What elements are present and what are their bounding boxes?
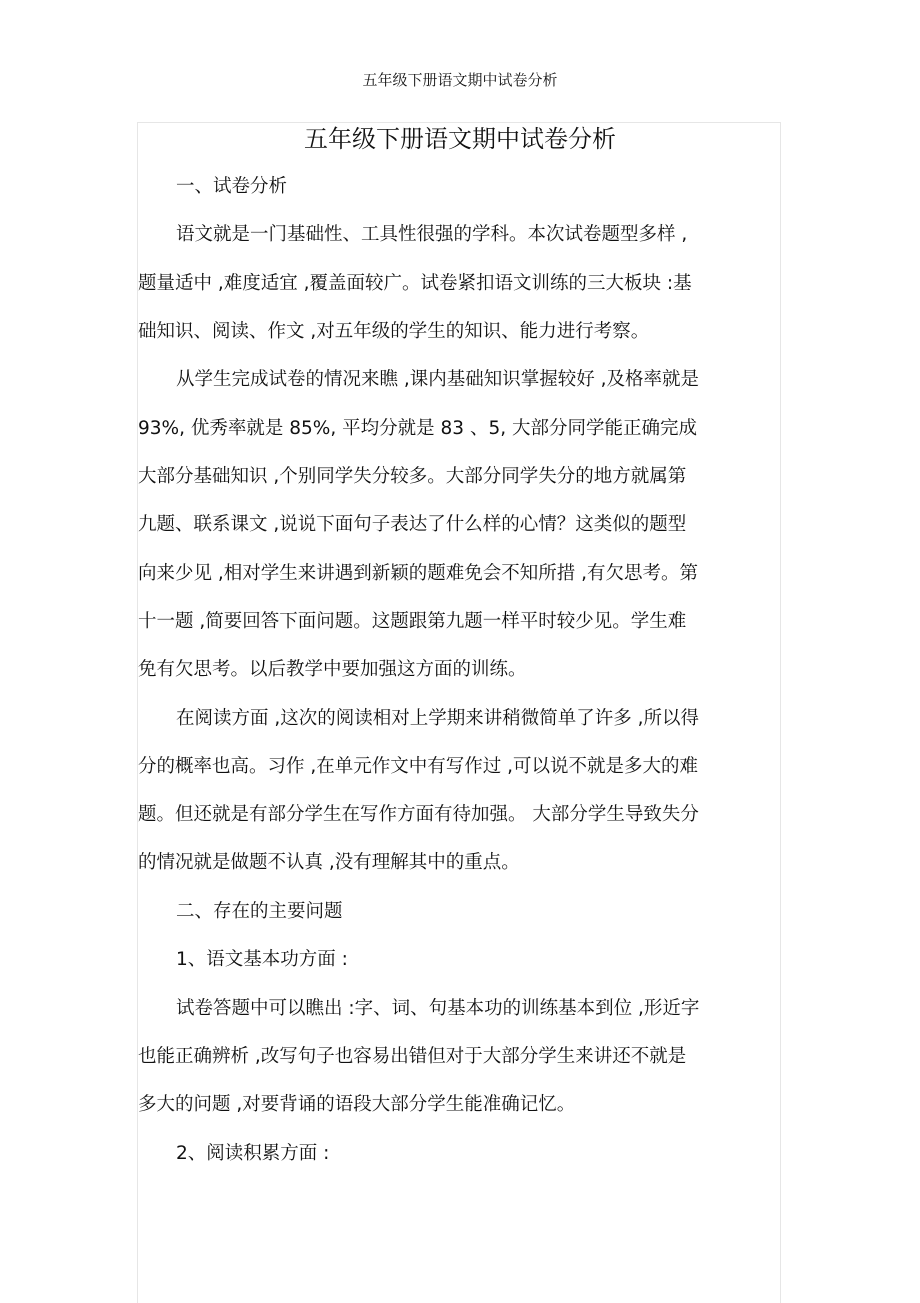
paragraph-line: 题。但还就是有部分学生在写作方面有待加强。 大部分学生导致失分	[138, 804, 699, 825]
paragraph-line: 九题、联系课文 ,说说下面句子表达了什么样的心情？这类似的题型	[138, 514, 687, 535]
paragraph-line: 分的概率也高。习作 ,在单元作文中有写作过 ,可以说不就是多大的难	[138, 756, 699, 777]
paragraph-line: 多大的问题 ,对要背诵的语段大部分学生能准确记忆。	[138, 1094, 576, 1115]
section-heading: 二、存在的主要问题	[176, 901, 343, 922]
subsection-heading: 2、阅读积累方面 :	[176, 1143, 330, 1164]
paragraph-line: 向来少见 ,相对学生来讲遇到新颖的题难免会不知所措 ,有欠思考。第	[138, 563, 699, 584]
paragraph-line: 也能正确辨析 ,改写句子也容易出错但对于大部分学生来讲还不就是	[138, 1046, 687, 1067]
running-header: 五年级下册语文期中试卷分析	[362, 71, 558, 89]
paragraph-line: 在阅读方面 ,这次的阅读相对上学期来讲稍微简单了许多 ,所以得	[176, 708, 700, 729]
document-title: 五年级下册语文期中试卷分析	[304, 125, 616, 153]
paragraph-line: 题量适中 ,难度适宜 ,覆盖面较广。试卷紧扣语文训练的三大板块 :基	[138, 273, 692, 294]
subsection-heading: 1、语文基本功方面 :	[176, 949, 348, 970]
paragraph-line: 免有欠思考。以后教学中要加强这方面的训练。	[138, 659, 527, 680]
paragraph-line: 试卷答题中可以瞧出 :字、词、句基本功的训练基本到位 ,形近字	[176, 998, 700, 1019]
paragraph-line: 93%, 优秀率就是 85%, 平均分就是 83 、5, 大部分同学能正确完成	[138, 418, 697, 439]
paragraph-line: 语文就是一门基础性、工具性很强的学科。本次试卷题型多样 ,	[176, 224, 688, 245]
section-heading: 一、试卷分析	[176, 176, 288, 197]
paragraph-line: 十一题 ,简要回答下面问题。这题跟第九题一样平时较少见。学生难	[138, 611, 687, 632]
paragraph-line: 大部分基础知识 ,个别同学失分较多。大部分同学失分的地方就属第	[138, 466, 687, 487]
paragraph-line: 的情况就是做题不认真 ,没有理解其中的重点。	[138, 852, 520, 873]
paragraph-line: 础知识、阅读、作文 ,对五年级的学生的知识、能力进行考察。	[138, 321, 650, 342]
paragraph-line: 从学生完成试卷的情况来瞧 ,课内基础知识掌握较好 ,及格率就是	[176, 369, 700, 390]
